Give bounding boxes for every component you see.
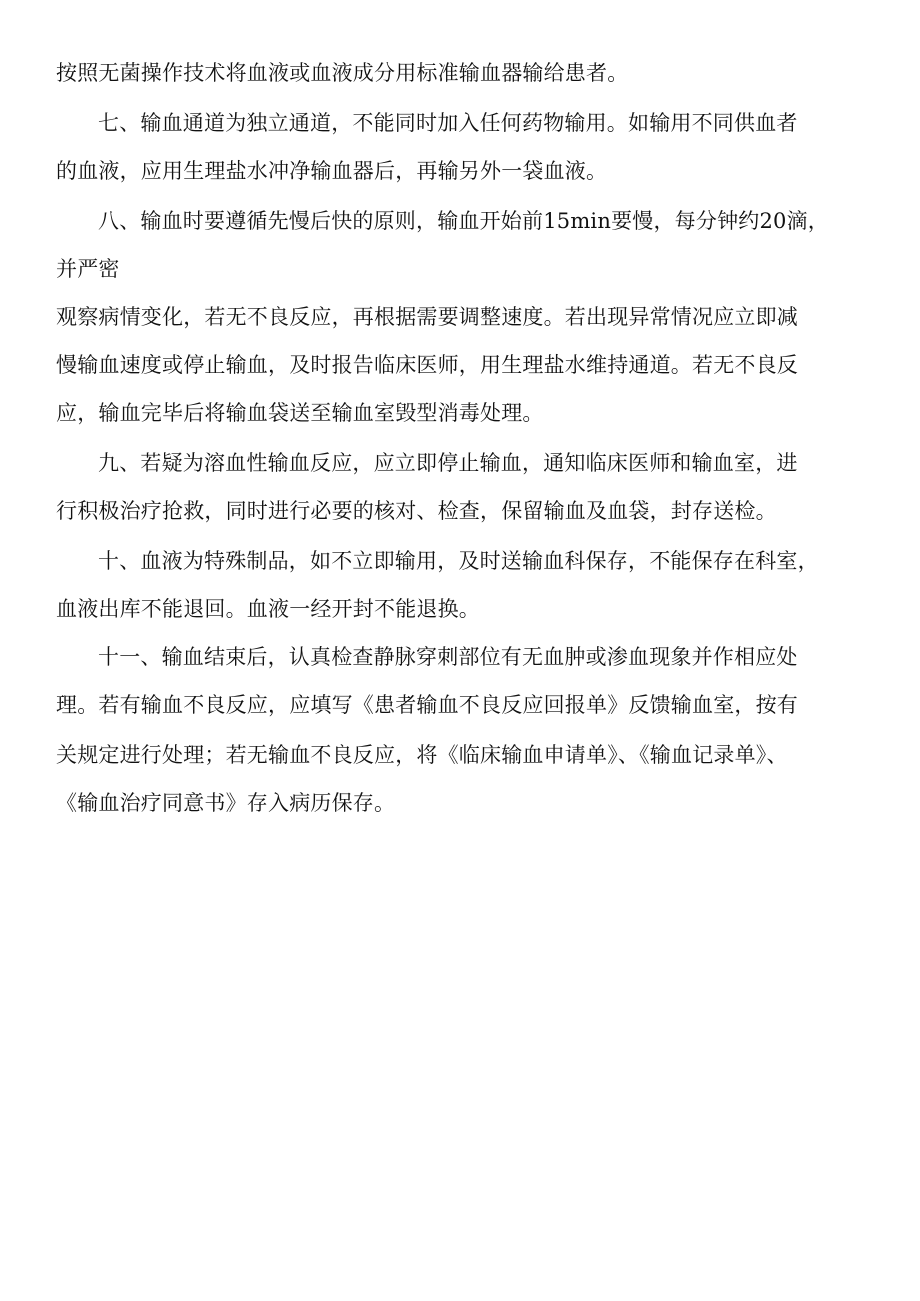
paragraph-11-line-2: 理。若有输血不良反应，应填写《患者输血不良反应回报单》反馈输血室，按有 (56, 693, 798, 717)
paragraph-11-line-3: 关规定进行处理；若无输血不良反应，将《临床输血申请单》、《输血记录单》、 (56, 743, 788, 767)
paragraph-9-line-1: 九、若疑为溶血性输血反应，应立即停止输血，通知临床医师和输血室，进 (98, 451, 798, 475)
paragraph-9-line-2: 行积极治疗抢救，同时进行必要的核对、检查，保留输血及血袋，封存送检。 (56, 499, 777, 523)
paragraph-10-line-1: 十、血液为特殊制品，如不立即输用，及时送输血科保存，不能保存在科室， (98, 549, 819, 573)
paragraph-10-line-2: 血液出库不能退回。血液一经开封不能退换。 (56, 597, 480, 621)
paragraph-11-line-4: 《输血治疗同意书》存入病历保存。 (56, 791, 396, 815)
paragraph-7-line-1: 七、输血通道为独立通道，不能同时加入任何药物输用。如输用不同供血者 (98, 111, 798, 135)
paragraph-8-line-1: 八、输血时要遵循先慢后快的原则，输血开始前15min要慢，每分钟约20滴， (98, 209, 829, 233)
paragraph-8-line-5: 应，输血完毕后将输血袋送至输血室毁型消毒处理。 (56, 401, 544, 425)
paragraph-11-line-1: 十一、输血结束后，认真检查静脉穿刺部位有无血肿或渗血现象并作相应处 (98, 645, 798, 669)
text-line-1: 按照无菌操作技术将血液或血液成分用标准输血器输给患者。 (56, 61, 629, 85)
paragraph-8-line-4: 慢输血速度或停止输血，及时报告临床医师，用生理盐水维持通道。若无不良反 (56, 353, 798, 377)
paragraph-7-line-2: 的血液，应用生理盐水冲净输血器后，再输另外一袋血液。 (56, 159, 608, 183)
paragraph-8-line-2: 并严密 (56, 257, 120, 281)
paragraph-8-line-3: 观察病情变化，若无不良反应，再根据需要调整速度。若出现异常情况应立即减 (56, 305, 798, 329)
